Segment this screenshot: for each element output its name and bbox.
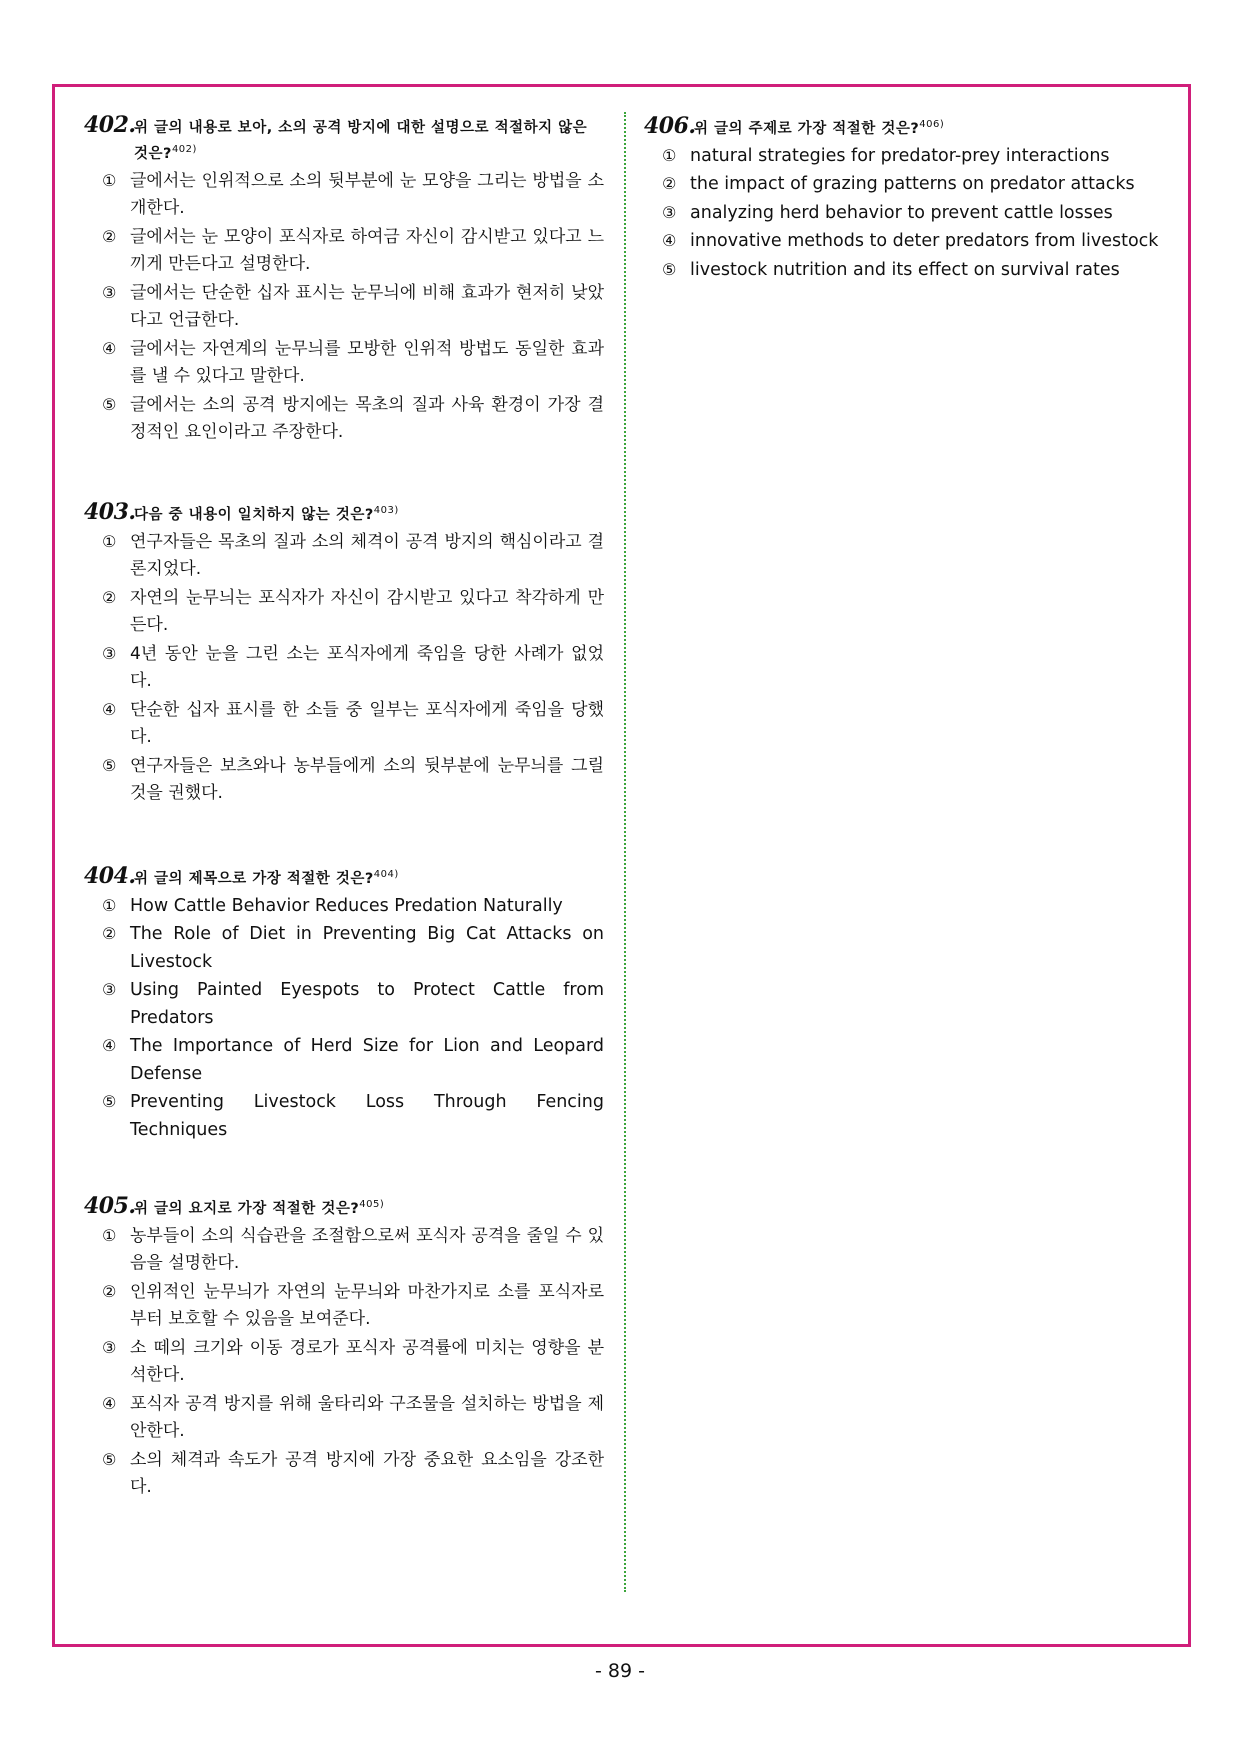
option-5[interactable] <box>652 256 1164 285</box>
page-number: - 89 - <box>595 1660 645 1682</box>
option-text: 글에서는 자연계의 눈무늬를 모방한 인위적 방법도 동일한 효과를 낼 수 있다고 말한다. <box>130 338 604 387</box>
option-2[interactable] <box>92 920 604 976</box>
option-4[interactable] <box>652 227 1164 256</box>
question-header <box>84 500 604 526</box>
option-marker: ③ <box>102 643 117 663</box>
option-marker: ② <box>102 587 117 607</box>
option-marker: ⑤ <box>102 1092 117 1112</box>
option-2[interactable] <box>92 1278 604 1334</box>
option-5[interactable] <box>92 752 604 808</box>
option-marker: ② <box>102 226 117 246</box>
option-marker: ② <box>102 1281 117 1301</box>
question-404 <box>84 864 604 1144</box>
option-list <box>644 142 1164 285</box>
footnote-ref: 404) <box>373 869 399 880</box>
option-2[interactable] <box>92 584 604 640</box>
question-prompt: 위 글의 제목으로 가장 적절한 것은? <box>134 870 374 887</box>
option-marker: ③ <box>102 282 117 302</box>
question-header <box>644 114 1164 140</box>
question-402 <box>84 114 604 447</box>
option-text: innovative methods to deter predators from livestock <box>690 231 1159 252</box>
option-text: 단순한 십자 표시를 한 소들 중 일부는 포식자에게 죽임을 당했다. <box>130 699 604 748</box>
option-text: the impact of grazing patterns on predator attacks <box>690 174 1135 195</box>
question-number: 402. <box>84 112 136 138</box>
question-prompt: 위 글의 내용로 보아, 소의 공격 방지에 대한 설명으로 적절하지 않은 것은? <box>134 120 588 162</box>
footnote-ref: 405) <box>359 1199 385 1210</box>
option-list <box>84 528 604 808</box>
option-text: How Cattle Behavior Reduces Predation Naturally <box>130 895 563 916</box>
option-text: The Role of Diet in Preventing Big Cat Attacks on Livestock <box>130 924 604 972</box>
question-405 <box>84 1194 604 1502</box>
question-header <box>84 1194 604 1220</box>
option-list <box>84 892 604 1145</box>
question-header <box>84 864 604 890</box>
option-3[interactable] <box>92 640 604 696</box>
option-text: Using Painted Eyespots to Protect Cattle from Predators <box>130 980 604 1028</box>
option-1[interactable] <box>92 892 604 921</box>
question-prompt: 위 글의 주제로 가장 적절한 것은? <box>694 120 920 137</box>
question-406 <box>644 114 1164 284</box>
option-2[interactable] <box>652 170 1164 199</box>
option-1[interactable] <box>92 167 604 223</box>
footnote-ref: 402) <box>171 144 197 155</box>
option-list <box>84 1222 604 1502</box>
option-text: natural strategies for predator-prey interactions <box>690 145 1110 166</box>
option-text: 글에서는 단순한 십자 표시는 눈무늬에 비해 효과가 현저히 낮았다고 언급한다. <box>130 282 604 331</box>
question-number: 405. <box>84 1192 136 1219</box>
option-text: 자연의 눈무늬는 포식자가 자신이 감시받고 있다고 착각하게 만든다. <box>130 587 604 636</box>
option-marker: ① <box>102 895 117 915</box>
option-4[interactable] <box>92 335 604 391</box>
option-text: 인위적인 눈무늬가 자연의 눈무늬와 마찬가지로 소를 포식자로부터 보호할 수 있음을 보여준다. <box>130 1281 604 1330</box>
option-marker: ② <box>102 924 117 944</box>
option-3[interactable] <box>92 976 604 1032</box>
question-number: 406. <box>644 112 696 139</box>
option-marker: ⑤ <box>102 394 117 414</box>
footnote-ref: 403) <box>373 505 399 516</box>
question-number: 404. <box>84 862 136 889</box>
option-3[interactable] <box>92 279 604 335</box>
option-1[interactable] <box>92 528 604 584</box>
option-text: 글에서는 눈 모양이 포식자로 하여금 자신이 감시받고 있다고 느끼게 만든다고 설명한다. <box>130 226 604 275</box>
option-text: Preventing Livestock Loss Through Fencing Techniques <box>130 1092 604 1140</box>
question-prompt: 위 글의 요지로 가장 적절한 것은? <box>134 1200 360 1217</box>
option-marker: ③ <box>102 1337 117 1357</box>
option-marker: ④ <box>102 1036 117 1056</box>
option-1[interactable] <box>652 142 1164 171</box>
option-3[interactable] <box>652 199 1164 228</box>
option-marker: ⑤ <box>102 755 117 775</box>
option-text: 글에서는 소의 공격 방지에는 목초의 질과 사육 환경이 가장 결정적인 요인이라고 주장한다. <box>130 394 604 443</box>
option-2[interactable] <box>92 223 604 279</box>
option-marker: ① <box>102 531 117 551</box>
option-5[interactable] <box>92 1088 604 1144</box>
option-marker: ① <box>102 1225 117 1245</box>
option-4[interactable] <box>92 696 604 752</box>
option-text: 소 떼의 크기와 이동 경로가 포식자 공격률에 미치는 영향을 분석한다. <box>130 1337 604 1386</box>
option-text: 4년 동안 눈을 그린 소는 포식자에게 죽임을 당한 사례가 없었다. <box>130 643 604 692</box>
option-text: 농부들이 소의 식습관을 조절함으로써 포식자 공격을 줄일 수 있음을 설명한다. <box>130 1225 604 1274</box>
option-marker: ④ <box>102 338 117 358</box>
question-prompt: 다음 중 내용이 일치하지 않는 것은? <box>134 506 374 523</box>
question-number: 403. <box>84 498 136 525</box>
option-5[interactable] <box>92 1446 604 1502</box>
footnote-ref: 406) <box>919 119 945 130</box>
option-text: 연구자들은 목초의 질과 소의 체격이 공격 방지의 핵심이라고 결론지었다. <box>130 531 604 580</box>
option-marker: ④ <box>102 699 117 719</box>
option-text: livestock nutrition and its effect on survival rates <box>690 259 1120 280</box>
option-list <box>84 167 604 447</box>
option-text: 포식자 공격 방지를 위해 울타리와 구조물을 설치하는 방법을 제안한다. <box>130 1393 604 1442</box>
option-4[interactable] <box>92 1032 604 1088</box>
option-marker: ⑤ <box>102 1449 117 1469</box>
option-text: 소의 체격과 속도가 공격 방지에 가장 중요한 요소임을 강조한다. <box>130 1449 604 1498</box>
option-marker: ④ <box>102 1393 117 1413</box>
option-text: analyzing herd behavior to prevent cattle losses <box>690 202 1113 223</box>
option-marker: ③ <box>102 980 117 1000</box>
option-1[interactable] <box>92 1222 604 1278</box>
option-text: The Importance of Herd Size for Lion and Leopard Defense <box>130 1036 604 1084</box>
option-marker: ③ <box>662 202 677 222</box>
question-header <box>84 114 604 165</box>
option-text: 연구자들은 보츠와나 농부들에게 소의 뒷부분에 눈무늬를 그릴 것을 권했다. <box>130 755 604 804</box>
column-divider <box>624 112 626 1592</box>
option-text: 글에서는 인위적으로 소의 뒷부분에 눈 모양을 그리는 방법을 소개한다. <box>130 170 604 219</box>
option-marker: ① <box>662 145 677 165</box>
option-5[interactable] <box>92 391 604 447</box>
option-marker: ⑤ <box>662 259 677 279</box>
option-marker: ② <box>662 174 677 194</box>
question-403 <box>84 500 604 808</box>
option-marker: ① <box>102 170 117 190</box>
option-3[interactable] <box>92 1334 604 1390</box>
option-marker: ④ <box>662 231 677 251</box>
option-4[interactable] <box>92 1390 604 1446</box>
